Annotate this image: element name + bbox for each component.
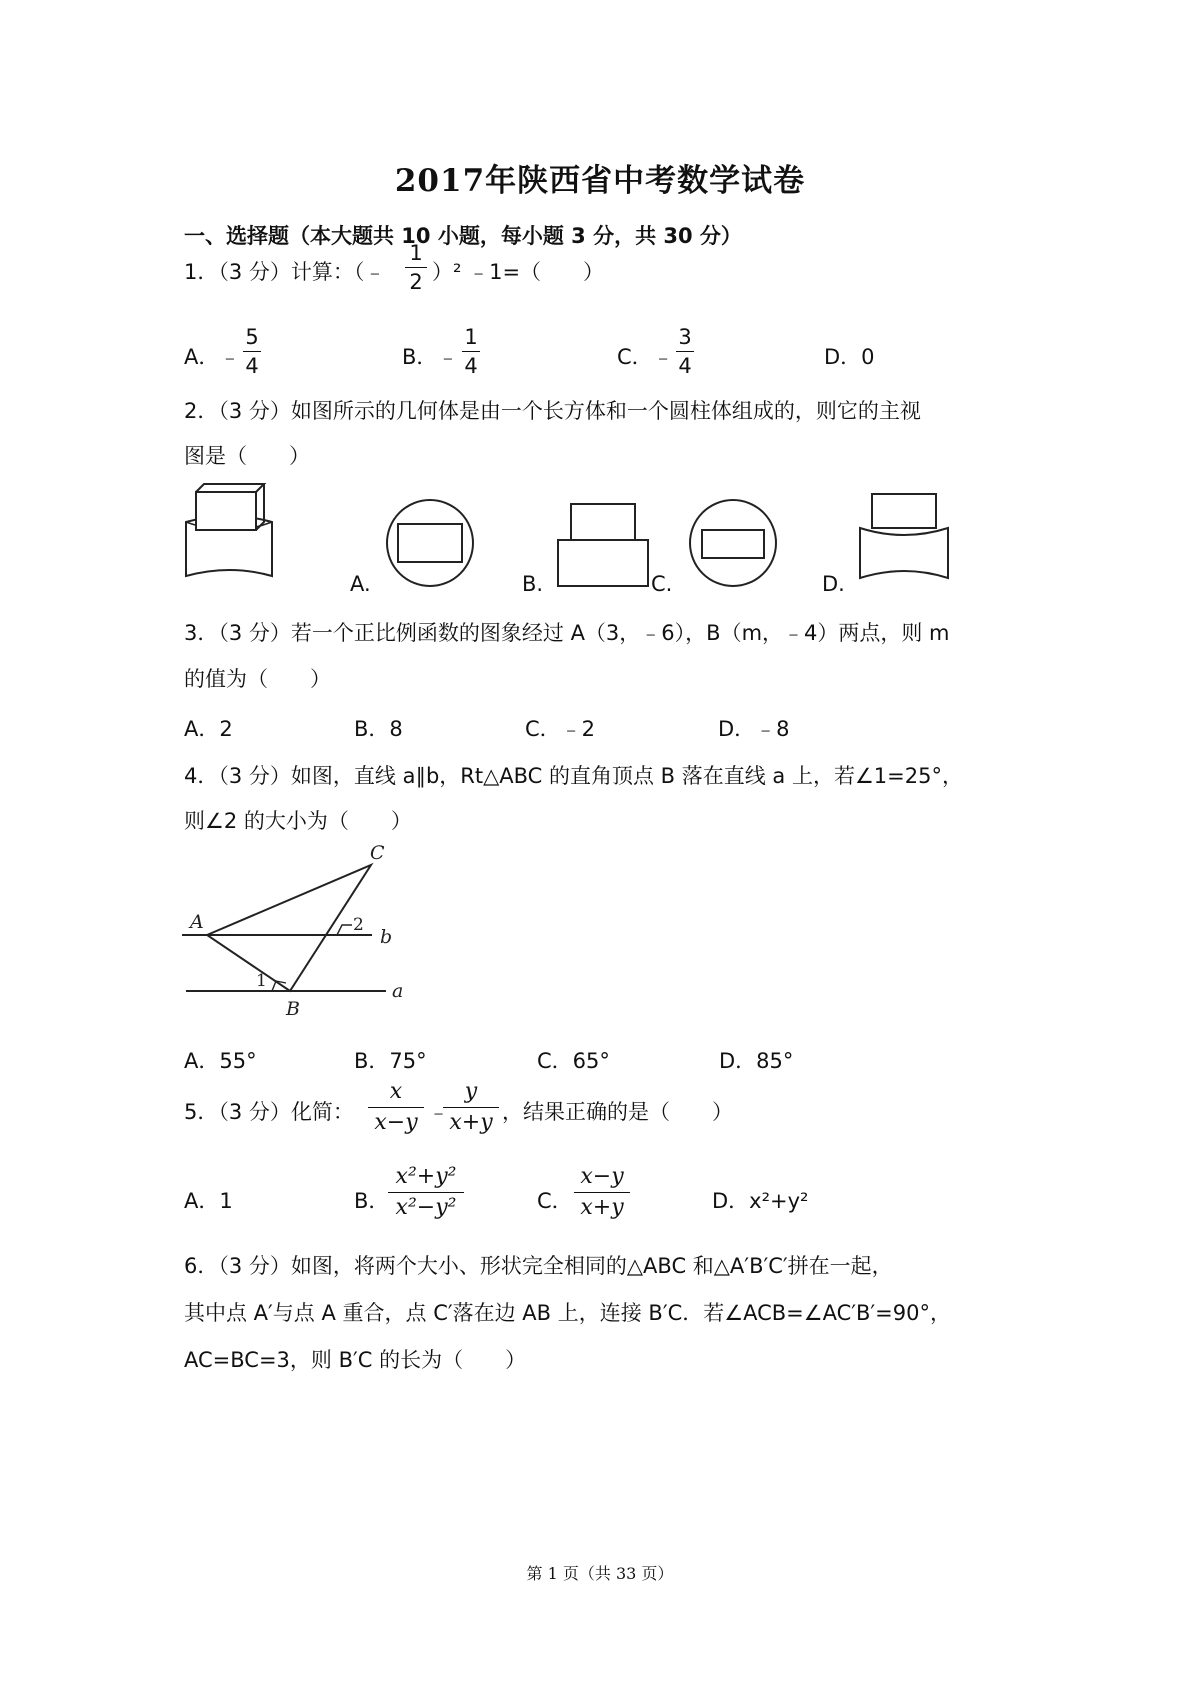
q4-option-d: D．85°: [719, 1049, 794, 1073]
frac-den: x−y: [374, 1110, 418, 1135]
q3-option-b: B．8: [354, 717, 403, 741]
q5-option-d: D．x²+y²: [712, 1189, 809, 1213]
label-a-vertex: A: [190, 911, 204, 933]
q1-frac-den: 2: [409, 270, 423, 294]
q6-line3: AC=BC=3，则 B′C 的长为（ ）: [184, 1348, 527, 1372]
fraction-bar: [574, 1192, 630, 1193]
q1-fraction: [405, 240, 427, 295]
q5-fraction-2: [443, 1078, 499, 1137]
frac-num: 3: [678, 325, 692, 349]
frac-num: 5: [245, 325, 259, 349]
q2-solid-figure: [180, 480, 280, 585]
section-heading: 一、选择题（本大题共 10 小题，每小题 3 分，共 30 分）: [184, 224, 742, 248]
frac-den: 4: [245, 354, 259, 378]
q1-option-c-label: C．﹣: [617, 345, 674, 369]
q5-suffix: ，结果正确的是（ ）: [502, 1100, 733, 1124]
q1-option-a-label: A．﹣: [184, 345, 241, 369]
q4-option-b: B．75°: [354, 1049, 427, 1073]
q5-option-c-label: C．: [537, 1189, 573, 1213]
fraction-bar: [443, 1107, 499, 1108]
q3-option-d: D．﹣8: [718, 717, 790, 741]
q2-option-a-label: A.: [350, 572, 371, 596]
label-b-vertex: B: [286, 998, 300, 1020]
q4-option-a: A．55°: [184, 1049, 257, 1073]
page-title: 2017年陕西省中考数学试卷: [394, 163, 806, 199]
fraction-bar: [405, 267, 427, 268]
q4-line2: 则∠2 的大小为（ ）: [184, 809, 412, 833]
fraction-bar: [388, 1192, 464, 1193]
q1-option-a-frac: [243, 324, 261, 379]
q1-option-b-label: B．﹣: [402, 345, 459, 369]
q2-option-d-label: D.: [822, 572, 845, 596]
q1-option-c-frac: [676, 324, 694, 379]
frac-den: 4: [464, 354, 478, 378]
q2-option-d-figure: [856, 492, 952, 588]
q3-line1: 3．（3 分）若一个正比例函数的图象经过 A（3，﹣6），B（m，﹣4）两点，则 m: [184, 621, 950, 645]
q1-option-b-frac: [462, 324, 480, 379]
label-line-a: a: [392, 980, 404, 1002]
q4-line1: 4．（3 分）如图，直线 a∥b，Rt△ABC 的直角顶点 B 落在直线 a 上，若∠1=25°，: [184, 764, 963, 788]
q2-option-a-figure: [385, 498, 475, 588]
frac-num: x²+y²: [395, 1164, 457, 1189]
label-c-vertex: C: [370, 842, 385, 864]
fraction-bar: [462, 351, 480, 352]
q5-minus: ﹣: [428, 1100, 449, 1124]
frac-num: x−y: [580, 1164, 624, 1189]
q5-option-b-frac: [388, 1163, 464, 1222]
q1-suffix: ）² ﹣1=（ ）: [432, 260, 605, 284]
q5-prefix: 5．（3 分）化简：: [184, 1100, 354, 1124]
q5-fraction-1: [368, 1078, 424, 1137]
frac-num: 1: [464, 325, 478, 349]
q6-line2: 其中点 A′与点 A 重合，点 C′落在边 AB 上，连接 B′C．若∠ACB=∠AC′B′=90°，: [184, 1301, 952, 1325]
label-angle-2: 2: [353, 915, 364, 935]
frac-den: x+y: [580, 1195, 624, 1220]
frac-num: y: [464, 1079, 478, 1104]
q4-option-c: C．65°: [537, 1049, 610, 1073]
label-line-b: b: [380, 926, 393, 948]
fraction-bar: [368, 1107, 424, 1108]
label-angle-1: 1: [256, 971, 267, 991]
q3-option-c: C．﹣2: [525, 717, 596, 741]
q3-option-a: A．2: [184, 717, 233, 741]
q2-line1: 2．（3 分）如图所示的几何体是由一个长方体和一个圆柱体组成的，则它的主视: [184, 399, 921, 423]
q2-option-c-figure: [688, 498, 778, 588]
frac-den: x+y: [449, 1110, 493, 1135]
q6-line1: 6．（3 分）如图，将两个大小、形状完全相同的△ABC 和△A′B′C′拼在一起，: [184, 1254, 893, 1278]
fraction-bar: [243, 351, 261, 352]
q1-prefix: 1．（3 分）计算：（﹣: [184, 260, 386, 284]
q2-option-b-label: B.: [522, 572, 544, 596]
q1-option-d: D．0: [824, 345, 875, 369]
q5-option-a: A．1: [184, 1189, 233, 1213]
q4-parallel-lines-figure: [180, 842, 420, 1025]
frac-den: 4: [678, 354, 692, 378]
q2-option-c-label: C.: [651, 572, 673, 596]
frac-den: x²−y²: [395, 1195, 457, 1220]
q5-option-c-frac: [574, 1163, 630, 1222]
q5-option-b-label: B．: [354, 1189, 390, 1213]
q1-frac-num: 1: [409, 241, 423, 265]
frac-num: x: [389, 1079, 403, 1104]
q2-line2: 图是（ ）: [184, 444, 310, 468]
q3-line2: 的值为（ ）: [184, 667, 331, 691]
q2-option-b-figure: [555, 502, 651, 588]
page-footer: 第 1 页（共 33 页）: [526, 1564, 674, 1583]
fraction-bar: [676, 351, 694, 352]
